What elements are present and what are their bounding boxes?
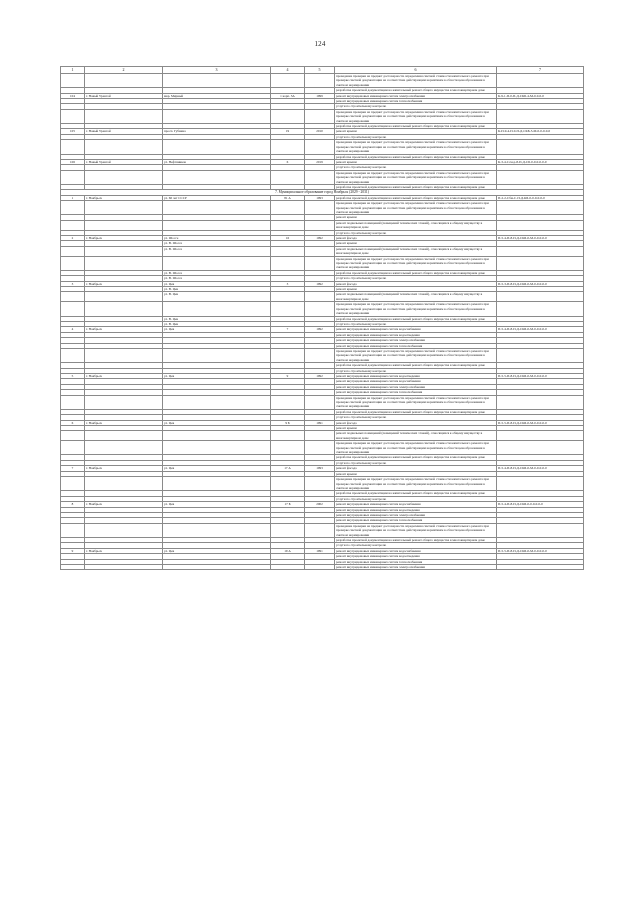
work-type-cell: ремонт внутридомовых инженерных систем водоотведения (335, 332, 497, 337)
street-cell: ул. Цев (163, 373, 271, 378)
city-cell: г. Новый Уренгой (85, 93, 163, 98)
city-cell (85, 201, 163, 215)
house-cell (271, 431, 305, 441)
table-row (61, 565, 584, 570)
house-cell (271, 523, 305, 537)
year-cell: 1992 (305, 373, 335, 378)
work-type-cell: разработка проектной документации на капитальный ремонт общего имущества в многоквартирном доме (335, 270, 497, 275)
code-cell (497, 431, 584, 441)
work-type-cell: разработка проектной документации на капитальный ремонт общего имущества в многоквартирном доме (335, 154, 497, 159)
work-type-cell: разработка проектной документации на капитальный ремонт общего имущества в многоквартирном доме (335, 455, 497, 460)
house-cell: 81 А (271, 195, 305, 200)
house-cell: 17 А (271, 466, 305, 471)
work-type-cell: проведение проверки на предмет достоверности определения сметной стоимости капитального ремонта при проверке сметной документации на соответствие действующим нормативам в области ценообразования в сметном нормировании (335, 523, 497, 537)
work-type-cell: проведение проверки на предмет достоверности определения сметной стоимости капитального ремонта при проверке сметной документации на соответствие действующим нормативам в области ценообразования в сметном нормировании (335, 395, 497, 409)
code-cell: П-5-5-П-8-П-Д-СКБ-0-М-0-0-0-0-0 (497, 420, 584, 425)
table-row (61, 170, 584, 184)
code-cell: П-5-4-П-8-П-Д-СКБ-0-М-0-0-0-0-0 (497, 466, 584, 471)
street-cell (163, 395, 271, 409)
code-cell (497, 170, 584, 184)
code-cell: П-5-4-П-8-П-Д-СКБ-0-М-0-0-0-0-0 (497, 236, 584, 241)
work-type-cell: проведение проверки на предмет достоверности определения сметной стоимости капитального ремонта при проверке сметной документации на соответствие действующим нормативам в области ценообразования в сметном нормировании (335, 256, 497, 270)
work-type-cell: проведение проверки на предмет достоверности определения сметной стоимости капитального ремонта при проверке сметной документации на соответствие действующим нормативам в области ценообразования в сметном нормировании (335, 74, 497, 88)
street-cell: ул. Шоссе (163, 236, 271, 241)
house-cell (271, 170, 305, 184)
street-cell (163, 201, 271, 215)
year-cell (305, 441, 335, 455)
table-row (61, 220, 584, 230)
street-cell: ул. 60 лет СССР (163, 195, 271, 200)
work-type-cell: ремонт подвальных помещений (помещений технических этажей), относящихся к общему имуществу в многоквартирном доме (335, 292, 497, 302)
code-cell: П-5-5-П-8-П-Д-СКБ-0-М-0-0-0-0-0 (497, 373, 584, 378)
table-body (61, 67, 584, 570)
street-cell (163, 431, 271, 441)
table-row (61, 302, 584, 316)
year-cell: 1993 (305, 466, 335, 471)
code-cell (497, 140, 584, 154)
year-cell: 2010 (305, 129, 335, 134)
street-cell: ул. Цев (163, 466, 271, 471)
row-number-cell: 2 (61, 236, 85, 241)
year-cell: 1992 (305, 236, 335, 241)
row-number-cell (61, 477, 85, 491)
city-cell (85, 292, 163, 302)
column-number: 1 (61, 67, 85, 74)
table-row (61, 441, 584, 455)
work-type-cell: ремонт крыши (335, 215, 497, 220)
street-cell (163, 348, 271, 362)
code-cell (497, 302, 584, 316)
row-number-cell: 1 (61, 195, 85, 200)
row-number-cell: 3 (61, 281, 85, 286)
work-type-cell: услуги по строительному контролю (335, 321, 497, 326)
house-cell (271, 565, 305, 570)
street-cell: ул. В. Шоссе (163, 276, 271, 281)
work-type-cell: услуги по строительному контролю (335, 496, 497, 501)
work-type-cell: ремонт внутридомовых инженерных систем теплоснабжения (335, 390, 497, 395)
house-cell: 6 (271, 159, 305, 164)
code-cell (497, 441, 584, 455)
work-type-cell: ремонт крыши (335, 426, 497, 431)
code-cell: К-3-4-Ссм-р-8-П-Д-СБ-0-0-0-0-0-0 (497, 159, 584, 164)
house-cell (271, 348, 305, 362)
row-number-cell (61, 109, 85, 123)
year-cell (305, 170, 335, 184)
street-cell: ул. В. Цев (163, 287, 271, 292)
city-cell: г. Ноябрьск (85, 281, 163, 286)
code-cell (497, 109, 584, 123)
year-cell (305, 431, 335, 441)
work-type-cell: услуги по строительному контролю (335, 165, 497, 170)
house-cell (271, 140, 305, 154)
city-cell (85, 348, 163, 362)
work-type-cell: ремонт внутридомовых инженерных систем водоснабжения (335, 548, 497, 553)
row-number-cell (61, 201, 85, 215)
city-cell (85, 170, 163, 184)
row-number-cell: 7 (61, 466, 85, 471)
street-cell: мкр. Мирный (163, 93, 271, 98)
code-cell: П-5-5-П-8-П-Д-СКБ-0-М-0-0-0-0-0 (497, 548, 584, 553)
work-type-cell: услуги по строительному контролю (335, 543, 497, 548)
work-type-cell: проведение проверки на предмет достоверности определения сметной стоимости капитального ремонта при проверке сметной документации на соответствие действующим нормативам в области ценообразования в сметном нормировании (335, 348, 497, 362)
table-row (61, 431, 584, 441)
code-cell (497, 395, 584, 409)
city-cell (85, 220, 163, 230)
code-cell: П-5-4-П-8-П-Д-СКБ-0-М-0-0-0-0-0 (497, 327, 584, 332)
street-cell (163, 565, 271, 570)
street-cell (163, 140, 271, 154)
work-type-cell: разработка проектной документации на капитальный ремонт общего имущества в многоквартирном доме (335, 88, 497, 93)
year-cell: 1991 (305, 548, 335, 553)
house-cell (271, 220, 305, 230)
work-type-cell: услуги по строительному контролю (335, 104, 497, 109)
year-cell: 2019 (305, 159, 335, 164)
city-cell: г. Ноябрьск (85, 195, 163, 200)
work-type-cell: проведение проверки на предмет достоверности определения сметной стоимости капитального ремонта при проверке сметной документации на соответствие действующим нормативам в области ценообразования в сметном нормировании (335, 140, 497, 154)
work-type-cell: ремонт внутридомовых инженерных систем электроснабжения (335, 338, 497, 343)
table-row (61, 109, 584, 123)
work-type-cell: ремонт внутридомовых инженерных систем водоснабжения (335, 327, 497, 332)
code-cell (497, 477, 584, 491)
house-cell: 3 (271, 281, 305, 286)
street-cell: просп. Губкина (163, 129, 271, 134)
code-cell: К-П-9-4-П-0-П-Д-СКБ-5-М-0-0-0-0-0 (497, 129, 584, 134)
city-cell (85, 565, 163, 570)
year-cell (305, 74, 335, 88)
year-cell (305, 565, 335, 570)
column-number: 2 (85, 67, 163, 74)
work-type-cell: ремонт крыши (335, 241, 497, 246)
work-type-cell: ремонт фасада (335, 466, 497, 471)
city-cell: г. Ноябрьск (85, 466, 163, 471)
city-cell: г. Ноябрьск (85, 373, 163, 378)
code-cell: П-5-3-П-8-П-Д-СКБ-0-М-0-0-0-0-0 (497, 281, 584, 286)
city-cell (85, 395, 163, 409)
column-number: 6 (335, 67, 497, 74)
street-cell: ул. В. Цев (163, 321, 271, 326)
row-number-cell: 8 (61, 502, 85, 507)
street-cell: ул. В. Шоссе (163, 270, 271, 275)
code-cell: К-9-1-П-0-П-Д-СКБ-4-М-0-0-0-0 (497, 93, 584, 98)
work-type-cell: ремонт крыши (335, 129, 497, 134)
year-cell: 1991 (305, 420, 335, 425)
column-number: 4 (271, 67, 305, 74)
work-type-cell: ремонт крыши (335, 471, 497, 476)
table-row (61, 292, 584, 302)
street-cell (163, 170, 271, 184)
street-cell (163, 441, 271, 455)
code-cell (497, 348, 584, 362)
row-number-cell (61, 170, 85, 184)
code-cell (497, 256, 584, 270)
work-type-cell: проведение проверки на предмет достоверности определения сметной стоимости капитального ремонта при проверке сметной документации на соответствие действующим нормативам в области ценообразования в сметном нормировании (335, 109, 497, 123)
house-cell: 1 корп. 3А (271, 93, 305, 98)
work-type-cell: разработка проектной документации на капитальный ремонт общего имущества в многоквартирном доме (335, 363, 497, 368)
table-row (61, 246, 584, 256)
table-row (61, 256, 584, 270)
city-cell: г. Ноябрьск (85, 236, 163, 241)
house-cell: 9 (271, 373, 305, 378)
row-number-cell (61, 74, 85, 88)
work-type-cell: ремонт фасада (335, 281, 497, 286)
work-type-cell: ремонт внутридомовых инженерных систем водоотведения (335, 507, 497, 512)
work-type-cell: ремонт фасада (335, 236, 497, 241)
table-row (61, 348, 584, 362)
column-number-row (61, 67, 584, 74)
street-cell: ул. Цев (163, 502, 271, 507)
house-cell: 9 Б (271, 420, 305, 425)
work-type-cell: разработка проектной документации на капитальный ремонт общего имущества в многоквартирном доме (335, 537, 497, 542)
house-cell (271, 201, 305, 215)
street-cell (163, 302, 271, 316)
code-cell: П-2-2-Сбм-С-П-Д-КБ-0-0-0-0-0-0 (497, 195, 584, 200)
row-number-cell (61, 441, 85, 455)
column-number: 3 (163, 67, 271, 74)
work-type-cell: ремонт подвальных помещений (помещений технических этажей), относящихся к общему имуществу в многоквартирном доме (335, 220, 497, 230)
work-type-cell: проведение проверки на предмет достоверности определения сметной стоимости капитального ремонта при проверке сметной документации на соответствие действующим нормативам в области ценообразования в сметном нормировании (335, 302, 497, 316)
city-cell (85, 523, 163, 537)
street-cell (163, 523, 271, 537)
work-type-cell: разработка проектной документации на капитальный ремонт общего имущества в многоквартирном доме (335, 409, 497, 414)
house-cell (271, 74, 305, 88)
year-cell (305, 348, 335, 362)
work-type-cell: разработка проектной документации на капитальный ремонт общего имущества в многоквартирном доме (335, 316, 497, 321)
street-cell (163, 109, 271, 123)
table-row (61, 523, 584, 537)
capital-repair-table (60, 66, 584, 570)
work-type-cell: услуги по строительному контролю (335, 460, 497, 465)
year-cell: 2002 (305, 502, 335, 507)
work-type-cell: проведение проверки на предмет достоверности определения сметной стоимости капитального ремонта при проверке сметной документации на соответствие действующим нормативам в области ценообразования в сметном нормировании (335, 477, 497, 491)
work-type-cell: ремонт внутридомовых инженерных систем водоснабжения (335, 502, 497, 507)
house-cell (271, 246, 305, 256)
table-row (61, 74, 584, 88)
work-type-cell: проведение проверки на предмет достоверности определения сметной стоимости капитального ремонта при проверке сметной документации на соответствие действующим нормативам в области ценообразования в сметном нормировании (335, 170, 497, 184)
house-cell (271, 395, 305, 409)
city-cell: г. Ноябрьск (85, 548, 163, 553)
work-type-cell: услуги по строительному контролю (335, 415, 497, 420)
code-cell (497, 201, 584, 215)
work-type-cell: ремонт внутридомовых инженерных систем электроснабжения (335, 384, 497, 389)
street-cell: ул. В. Цев (163, 292, 271, 302)
city-cell (85, 477, 163, 491)
code-cell (497, 74, 584, 88)
work-type-cell: ремонт подвальных помещений (помещений технических этажей), относящихся к общему имуществу в многоквартирном доме (335, 246, 497, 256)
table-row (61, 140, 584, 154)
row-number-cell (61, 431, 85, 441)
street-cell (163, 74, 271, 88)
city-cell: г. Ноябрьск (85, 420, 163, 425)
work-type-cell: ремонт внутридомовых инженерных систем теплоснабжения (335, 99, 497, 104)
work-type-cell: проведение проверки на предмет достоверности определения сметной стоимости капитального ремонта при проверке сметной документации на соответствие действующим нормативам в области ценообразования в сметном нормировании (335, 201, 497, 215)
street-cell: ул. Цев (163, 281, 271, 286)
section-title: 7. Муниципальное образование город Ноябрьск (2029 - 2031) (61, 190, 584, 195)
city-cell (85, 302, 163, 316)
year-cell (305, 395, 335, 409)
row-number-cell (61, 256, 85, 270)
street-cell: ул. В. Шоссе (163, 246, 271, 256)
house-cell (271, 477, 305, 491)
code-cell (497, 565, 584, 570)
street-cell (163, 256, 271, 270)
street-cell: ул. Цев (163, 327, 271, 332)
row-number-cell (61, 395, 85, 409)
work-type-cell: ремонт крыши (335, 287, 497, 292)
code-cell (497, 523, 584, 537)
work-type-cell: ремонт фасада (335, 420, 497, 425)
year-cell (305, 302, 335, 316)
street-cell: ул. В. Цев (163, 316, 271, 321)
column-number: 7 (497, 67, 584, 74)
page-number: 124 (314, 40, 326, 48)
city-cell (85, 246, 163, 256)
year-cell: 1992 (305, 327, 335, 332)
code-cell (497, 220, 584, 230)
work-type-cell: ремонт внутридомовых инженерных систем электроснабжения (335, 512, 497, 517)
city-cell (85, 74, 163, 88)
city-cell: г. Новый Уренгой (85, 129, 163, 134)
street-cell (163, 477, 271, 491)
city-cell (85, 441, 163, 455)
city-cell (85, 109, 163, 123)
code-cell: П-5-4-П-8-П-Д-СКБ-0-0-0-0-0-0 (497, 502, 584, 507)
city-cell (85, 140, 163, 154)
row-number-cell (61, 246, 85, 256)
row-number-cell: 4 (61, 327, 85, 332)
house-cell: 16 (271, 236, 305, 241)
house-cell (271, 292, 305, 302)
row-number-cell (61, 292, 85, 302)
house-cell: 17 Б (271, 502, 305, 507)
city-cell (85, 431, 163, 441)
table-row (61, 477, 584, 491)
house-cell: 19 А (271, 548, 305, 553)
row-number-cell (61, 565, 85, 570)
street-cell: ул. Цев (163, 420, 271, 425)
year-cell (305, 256, 335, 270)
year-cell (305, 201, 335, 215)
year-cell (305, 140, 335, 154)
work-type-cell: ремонт внутридомовых инженерных систем электроснабжения (335, 93, 497, 98)
year-cell: 1999 (305, 93, 335, 98)
work-type-cell: услуги по строительному контролю (335, 230, 497, 235)
year-cell (305, 523, 335, 537)
year-cell (305, 246, 335, 256)
work-type-cell: услуги по строительному контролю (335, 368, 497, 373)
work-type-cell: ремонт внутридомовых инженерных систем водоотведения (335, 373, 497, 378)
work-type-cell: ремонт внутридомовых инженерных систем водоснабжения (335, 379, 497, 384)
row-number-cell (61, 302, 85, 316)
house-cell (271, 256, 305, 270)
city-cell: г. Ноябрьск (85, 327, 163, 332)
work-type-cell: ремонт подвальных помещений (помещений технических этажей), относящихся к общему имуществу в многоквартирном доме (335, 431, 497, 441)
year-cell (305, 292, 335, 302)
city-cell (85, 256, 163, 270)
row-number-cell: 105 (61, 129, 85, 134)
street-cell (163, 220, 271, 230)
row-number-cell (61, 220, 85, 230)
work-type-cell: проведение проверки на предмет достоверности определения сметной стоимости капитального ремонта при проверке сметной документации на соответствие действующим нормативам в области ценообразования в сметном нормировании (335, 441, 497, 455)
work-type-cell: разработка проектной документации на капитальный ремонт общего имущества в многоквартирном доме (335, 184, 497, 189)
work-type-cell: ремонт внутридомовых инженерных систем теплоснабжения (335, 518, 497, 523)
house-cell (271, 302, 305, 316)
row-number-cell: 9 (61, 548, 85, 553)
row-number-cell: 104 (61, 93, 85, 98)
city-cell: г. Ноябрьск (85, 502, 163, 507)
code-cell (497, 292, 584, 302)
street-cell: ул. Цев (163, 548, 271, 553)
year-cell (305, 109, 335, 123)
row-number-cell: 5 (61, 373, 85, 378)
code-cell (497, 246, 584, 256)
work-type-cell: разработка проектной документации на капитальный ремонт общего имущества в многоквартирном доме (335, 491, 497, 496)
house-cell (271, 109, 305, 123)
city-cell: г. Новый Уренгой (85, 159, 163, 164)
row-number-cell: 6 (61, 420, 85, 425)
work-type-cell: разработка проектной документации на капитальный ремонт общего имущества в многоквартирном доме (335, 124, 497, 129)
house-cell: 7 (271, 327, 305, 332)
work-type-cell: ремонт внутридомовых инженерных систем водоотведения (335, 554, 497, 559)
work-type-cell: ремонт внутридомовых инженерных систем электроснабжения (335, 565, 497, 570)
work-type-cell: услуги по строительному контролю (335, 134, 497, 139)
work-type-cell: разработка проектной документации на капитальный ремонт общего имущества в многоквартирном доме (335, 195, 497, 200)
work-type-cell: ремонт внутридомовых инженерных систем теплоснабжения (335, 559, 497, 564)
year-cell: 1993 (305, 195, 335, 200)
work-type-cell: ремонт крыши (335, 159, 497, 164)
table-row (61, 201, 584, 215)
column-number: 5 (305, 67, 335, 74)
row-number-cell (61, 348, 85, 362)
year-cell (305, 477, 335, 491)
house-cell (271, 441, 305, 455)
row-number-cell (61, 140, 85, 154)
street-cell: ул. Нефтяников (163, 159, 271, 164)
year-cell (305, 220, 335, 230)
house-cell: 19 (271, 129, 305, 134)
work-type-cell: ремонт внутридомовых инженерных систем теплоснабжения (335, 343, 497, 348)
row-number-cell (61, 523, 85, 537)
row-number-cell: 106 (61, 159, 85, 164)
year-cell: 1992 (305, 281, 335, 286)
street-cell: ул. В. Шоссе (163, 241, 271, 246)
table-row (61, 395, 584, 409)
work-type-cell: услуги по строительному контролю (335, 276, 497, 281)
